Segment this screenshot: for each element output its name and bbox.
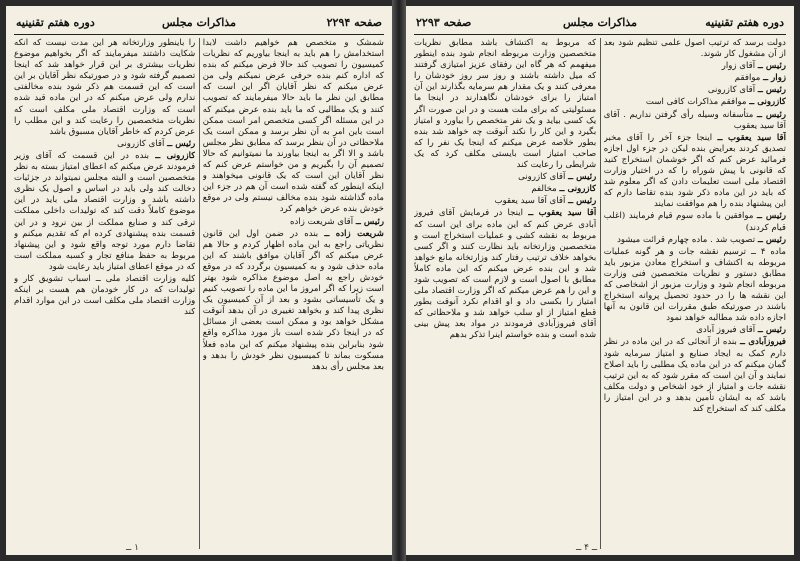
paragraph: رئیس ــ آقای کازرونی (117, 138, 196, 149)
paragraph: رئیس ــ آقای کازرونی (518, 172, 597, 183)
paragraph: کلیه وزارت اقتصاد ملی ــ اسباب تشویق کار و تولیدات که در کار خودمان هم هست بر اینکه وزارت اقتصاد ملی مکلف است در این موارد اقدام کند (14, 273, 196, 318)
paragraph: آقا سید یعقوب ــ اینجا در فرمایش آقای فیروز آبادی عرض کنم که این ماده برای این است که مربوط به نقشه کشی و عملیات استخراج است و متخصصین وزارتخانه باید نظارت کنند و اگر کسی بخواهد خلاف ترتیب رفتار کند وزارتخانه مانع خواهد شد و این بنده عرض میکنم که این ماده کاملاً مطابق با اصول است و لازم است که تصویب شود و این را هم عرض میکنم که اگر وزارت اقتصاد ملی امتیاز را بکسی داد و او اقدام نکرد آنوقت بطور قطع امتیاز از او سلب خواهد شد و ملاحظاتی که آقای فیروزآبادی فرمودند در مواد بعد پیش بینی شده است و بنده خواستم اینرا تذکر بدهم (414, 208, 597, 341)
paragraph: رئیس ــ تصویب شد . ماده چهارم قرائت میشود (617, 234, 786, 245)
right-page-session: دوره هفتم تقنینیه (705, 16, 784, 29)
paragraph: شمشک و متخصص هم خواهیم داشت لابدا استخدامش را هم باید به اینجا بیاوریم که نظریات کمیسیون را تصویب کند حالا فرض میکنم که بنده که اداره کنم بنده حرفی عرض نمیکنم ولی من عرض میکنم که نظر آقایان اگر این است که مطابق این نظر ما باید حالا میفرمایند که تصویب کنند و یک مطالبی که ما باید بنده عرض میکنم که در این مسئله اگر کسی متخصص امر است ممکن است باین امر به آن نظر برسد و ممکن است یک ملاحظاتی در آن بنظر برسد که مطابق نظر مجلس باشد و الا اگر به اینجا بیاورند ما نمیتوانیم که حالا تصمیم آن را بگیریم و من خواستم عرض کنم که نظر آقایان این است که یک قانونی میخواهند و اینکه اینطور که گفته شده است آن هم در جزء این ماده گذاشته شود بنده مخالف نیستم ولی در موقع خودش بنده عرض خواهم کرد (202, 38, 384, 215)
paragraph: رئیس ــ موافقین با ماده سوم قیام فرمایند (اغلب قیام کردند) (603, 211, 786, 233)
right-page-left-column (414, 38, 596, 549)
paragraph: رئیس ــ آقای فیروز آبادی (696, 325, 786, 336)
paragraph: شریعت زاده ــ بنده در ضمن اول این قانون نظریاتی راجع به این ماده اظهار کردم و حالا هم عرض میکنم که اگر آقایان موافق باشند که این ماده حذف شود و به کمیسیون برگردد که در موقع خودش راجع به اصل موضوع مذاکره شود بهتر است زیرا که اگر امروز ما این ماده را تصویب کنیم و یک تأسیساتی بشود و بعد از آن کمیسیون یک نظری پیدا کند و بخواهد تغییری در آن بدهد آنوقت مشکل خواهد بود و ممکن است بعضی از مسائل که در اینجا ذکر شده است باز مورد مذاکره واقع شود بنابراین بنده پیشنهاد میکنم که این ماده فعلاً مسکوت بماند تا کمیسیون نظر خودش را بدهد و بعد مجلس رأی بدهد (202, 228, 384, 372)
left-page-title: مذاکرات مجلس (162, 16, 236, 29)
paragraph: رئیس ــ آقای کازرونی (707, 85, 786, 96)
paragraph: رئیس ــ آقای آقا سید یعقوب (494, 196, 597, 207)
left-page-marker: ۱ ــ (126, 543, 139, 553)
paragraph: زوار ــ موافقم (734, 73, 786, 84)
paragraph: رئیس ــ آقای شریعت زاده (290, 216, 384, 227)
paragraph: فیروزآبادی ــ بنده از آنجائی که در این ماده در نظر دارم کمک به ایجاد صنایع و امتیاز سرمایه شود گمان میکنم که در این ماده یک مطلبی را باید اصلاح نمایند و آن این است که مقرر شود که به این ترتیب نقشه جات و امتیاز از خود اشخاص و دولت مکلف باشد که به ایشان تأمین بدهد و در این امتیاز را مکلف کند که استخراج کند (603, 337, 786, 414)
paragraph: رئیس ــ متأسفانه وسیله رأی گرفتن نداریم . آقای آقا سید یعقوب (603, 109, 786, 131)
left-page-number: صفحه ۲۲۹۴ (326, 16, 382, 29)
paragraph: کازرونی ــ مخالفم (531, 184, 597, 195)
paragraph: که مربوط به اکتشاف باشد مطابق نظریات متخصصین وزارت مربوطه انجام شود بنده اینطور میفهمم که هر گاه این رفقای عزیز امتیازی گرفتند که میل داشته باشند و روز سر روز خودشان را معرفی کنند و یک مقدار هم سرمایه بگذارند این آن امتیاز را برای خودشان نگاهدارند در اینجا ما مسئولیتی که برای ملت هست و در این صورت اگر یک کسی بیاید و یک نفر متخصص را بیاورد و امتیاز بگیرد و این کار را نکند آنوقت چه خواهد شد بنده بطور خلاصه عرض میکنم که اینجا یک نفر را که صاحب امتیاز است بایستی مکلف کرد که یک شرایطی را رعایت کند (414, 38, 597, 171)
right-header-rule (414, 34, 786, 35)
right-page-title: مذاکرات مجلس (563, 16, 637, 29)
left-header-rule (14, 34, 384, 35)
column-divider (600, 38, 601, 549)
right-page-number: صفحه ۲۲۹۳ (416, 16, 472, 29)
paragraph: ماده ۴ ــ ترسیم نقشه جات و هر گونه عملیات مربوطه به اکتشاف و استخراج معادن مزبور باید مطابق دستور و نظریات متخصصین فنی وزارت مربوطه انجام شود و وزارت مزبور از اشخاصی که این نقشه ها را در حدود تحصیل پروانه استخراج باشند در صورتیکه طبق مقررات این قانون به آنها اجازه داده شد مطالبه خواهد نمود (603, 246, 786, 324)
right-page-marker: ــ ۴ ــ (576, 543, 598, 553)
paragraph: کازرونی ــ موافقم مذاکرات کافی است (645, 97, 786, 108)
right-page-right-column (604, 38, 786, 549)
left-page (6, 6, 392, 555)
left-page-session: دوره هفتم تقنینیه (16, 16, 95, 29)
left-page-header (16, 12, 382, 34)
paragraph: کازرونی ــ بنده در این قسمت که آقای وزیر فرمودند عرض میکنم که اعطای امتیاز بسته به نظر متخصصین است و البته مجلس نمیتواند در جزئیات دخالت کند ولی باید در اساس و اصول یک نظری داشته باشد و وزارت اقتصاد ملی باید در این موضوع کاملاً دقت کند که تولیدات داخلی مملکت ترقی کند و صنایع مملکت از بین نرود و در این قسمت بنده پیشنهادی کرده ام که تقدیم میکنم و تقاضا دارم مورد توجه واقع شود و این پیشنهاد مربوط به حفظ منافع تجار و کسبه مملکت است که در موقع اعطای امتیاز باید رعایت شود (14, 150, 196, 272)
book-gutter (392, 0, 406, 561)
column-divider (199, 38, 200, 549)
paragraph: رئیس ــ آقای زوار (721, 61, 786, 72)
right-page-columns (414, 38, 786, 549)
paragraph: را باینطور وزارتخانه هر این مدت نیست که آنکه شکایت داشتند میفرمایند که اگر بخواهیم موضوع نظریات بیشتری بر این قرار خواهد شد که اینجا تصمیم گرفته شود و در صورتیکه نظر آقایان بر این است که این قسمت هم ذکر شود بنده مخالفتی ندارم ولی عرض میکنم که در این ماده قید شده است که وزارت اقتصاد ملی مکلف است که نظریات متخصصین را رعایت کند و این مطلب را عرض کردم که خاطر آقایان مسبوق باشد (14, 38, 196, 137)
left-page-left-column (14, 38, 195, 549)
left-page-columns (14, 38, 384, 549)
right-page-header (416, 12, 784, 34)
paragraph: دولت برسد که ترتیب اصول علمی تنظیم شود بعد از آن مشغول کار شوند. (603, 38, 786, 60)
right-page (406, 6, 794, 555)
left-page-right-column (203, 38, 384, 549)
paragraph: آقا سید یعقوب ــ اینجا جزء آخر را آقای مخبر تصدیق کردند بعرایض بنده لیکن در جزء اول اجازه فرمائید عرض کنم که اگر خوشمان استخراج کنید که قانونی با پیش شوراه را که در اختیار وزارت اقتصاد ملی است تعلیمات دادن که اگر معلوم شد که باید در این ماده ذکر شود بنده تقاضا دارم که این پیشنهاد بنده را هم موافقت نمایند (603, 132, 786, 210)
